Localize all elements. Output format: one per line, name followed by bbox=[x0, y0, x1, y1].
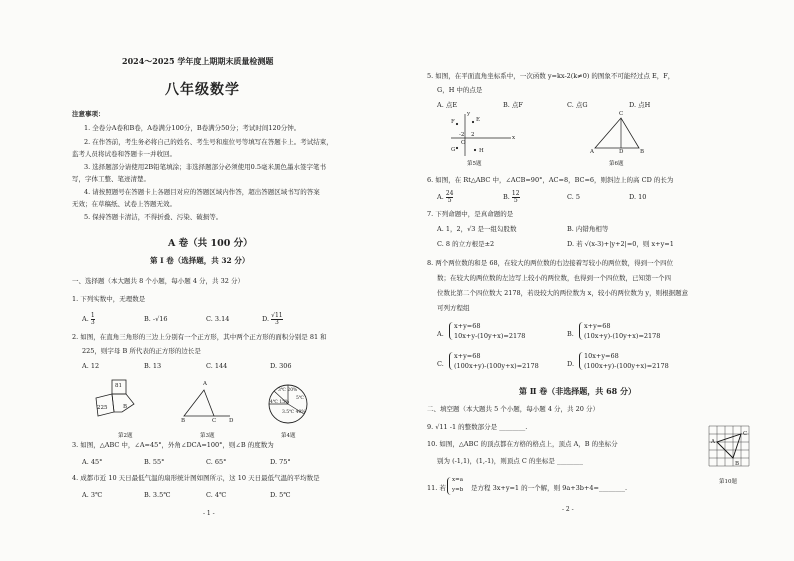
note-line: 5. 保持答题卡清洁，不得折叠、污染、破损等。 bbox=[84, 213, 223, 221]
question-8-line1: 8. 两个两位数的和是 68，在较大的两位数的右边接着写较小的两位数，得到一个四位 bbox=[427, 259, 674, 267]
denominator: 5 bbox=[447, 196, 452, 204]
q6-option-a-label: A. bbox=[437, 193, 444, 201]
question-5-line1: 5. 如图，在平面直角坐标系中，一次函数 y=kx-2(k≠0) 的图象不可能经过点 E，F， bbox=[427, 72, 675, 80]
q11-eq1: x=a bbox=[452, 477, 463, 483]
part1-title: 第 Ⅰ 卷（选择题，共 32 分） bbox=[150, 256, 250, 265]
fig10-caption: 第10题 bbox=[719, 479, 737, 485]
q2-option-d[interactable]: D. 306 bbox=[270, 362, 292, 370]
question-10-line2: 别为 (-1,1)，(1,-1)，则顶点 C 的坐标是 ________ bbox=[437, 457, 583, 465]
point-e bbox=[472, 121, 474, 123]
brace bbox=[449, 352, 453, 370]
q1-option-c[interactable]: C. 3.14 bbox=[206, 315, 230, 323]
q8-option-d-label[interactable]: D. bbox=[567, 360, 575, 368]
numerator: 12 bbox=[511, 189, 520, 197]
fig5-label-y: y bbox=[467, 111, 471, 117]
fig3-caption: 第3题 bbox=[200, 433, 215, 439]
q3-option-a[interactable]: A. 45° bbox=[82, 458, 103, 466]
volume-a-title: A 卷（共 100 分） bbox=[168, 238, 253, 249]
q7-option-a[interactable]: A. 1，2，√3 是一组勾股数 bbox=[437, 225, 517, 233]
fig6-label-c: C bbox=[619, 111, 624, 117]
brace bbox=[449, 322, 453, 340]
q8-d-eq2: (100x+y)-(100y+x)=2178 bbox=[584, 362, 669, 370]
exam-title: 2024～2025 学年度上期期末质量检测题 bbox=[122, 56, 274, 66]
q8-c-eq2: (100x+y)-(100y+x)=2178 bbox=[454, 362, 539, 370]
question-11-suffix: 是方程 3x+y=1 的一个解，则 9a+3b+4=________. bbox=[471, 484, 628, 492]
denominator: 3 bbox=[271, 319, 282, 326]
triangle-abc bbox=[595, 118, 639, 148]
q6-option-d[interactable]: D. 10 bbox=[629, 193, 647, 201]
q4-option-a[interactable]: A. 3℃ bbox=[82, 491, 103, 499]
triangle-abc bbox=[717, 434, 741, 458]
question-8-line3: 位数比第二个四位数大 2178，若设较大的两位数为 x，较小的两位数为 y，则根据题意 bbox=[437, 289, 689, 297]
q8-b-eq1: x+y=68 bbox=[584, 322, 611, 330]
fraction bbox=[446, 191, 454, 204]
note-line: 1. 全卷分A卷和B卷，A卷满分100分，B卷满分50分；考试时间120分钟。 bbox=[84, 124, 301, 132]
subject-title: 八年级数学 bbox=[165, 82, 240, 98]
fig3-label-c: C bbox=[212, 418, 217, 424]
fig5-caption: 第5题 bbox=[467, 161, 482, 167]
note-line: 2. 在作答前，考生务必将自己的姓名、考生号和座位号等填写在答题卡上。考试结束， bbox=[84, 138, 333, 146]
fig5-label-h: H bbox=[479, 148, 484, 154]
fig6-label-d: D bbox=[619, 149, 624, 155]
note-line: 写，字体工整、笔迹清楚。 bbox=[72, 175, 150, 183]
fraction bbox=[91, 313, 95, 326]
q2-option-b[interactable]: B. 13 bbox=[144, 362, 162, 370]
q7-option-d[interactable]: D. 若 √(x-3)+|y+2|=0，则 x+y=1 bbox=[567, 240, 674, 248]
fig2-caption: 第2题 bbox=[118, 433, 133, 439]
question-11-prefix: 11. 若 bbox=[427, 484, 446, 492]
q7-option-b[interactable]: B. 内错角相等 bbox=[567, 225, 609, 233]
mc-heading: 一、选择题（本大题共 8 个小题，每小题 4 分，共 32 分） bbox=[72, 277, 244, 285]
point-f bbox=[456, 123, 458, 125]
numerator: √11 bbox=[271, 311, 283, 319]
fig5-label-f: F bbox=[451, 119, 455, 125]
q8-a-eq2: 10x+y-(10y+x)=2178 bbox=[454, 332, 526, 340]
question-2-line1: 2. 如图，在直角三角形的三边上分别有一个正方形，其中两个正方形的面积分别是 81 和 bbox=[72, 333, 327, 341]
q7-option-c[interactable]: C. 8 的立方根是±2 bbox=[437, 240, 495, 248]
q5-option-b[interactable]: B. 点F bbox=[503, 101, 523, 109]
q3-option-b[interactable]: B. 55° bbox=[144, 458, 165, 466]
q1-option-d[interactable] bbox=[262, 310, 283, 328]
pie-slice-label: 3.5℃ 40% bbox=[282, 410, 306, 415]
fig10-label-c: C bbox=[743, 431, 748, 437]
fig10-label-b: B bbox=[735, 461, 740, 467]
q5-option-c[interactable]: C. 点G bbox=[567, 101, 588, 109]
fig5-label-x: x bbox=[512, 135, 516, 141]
q3-option-d[interactable]: D. 75° bbox=[270, 458, 291, 466]
q1-option-a[interactable] bbox=[82, 310, 95, 328]
fig10-label-a: A bbox=[711, 439, 715, 445]
page-number: - 1 - bbox=[203, 510, 215, 517]
numerator: 24 bbox=[445, 189, 454, 197]
q8-d-eq1: 10x+y=68 bbox=[584, 352, 619, 360]
fig2-label-225: 225 bbox=[97, 405, 108, 411]
q1-option-b[interactable]: B. -√16 bbox=[144, 315, 168, 323]
fig5-label-neg2: -2 bbox=[459, 132, 465, 138]
q2-option-a[interactable]: A. 12 bbox=[82, 362, 100, 370]
q4-option-b[interactable]: B. 3.5℃ bbox=[144, 491, 171, 499]
q8-b-eq2: (10x+y)-(10y+x)=2178 bbox=[584, 332, 661, 340]
fig5-label-g: G bbox=[451, 147, 456, 153]
page-2 bbox=[397, 0, 794, 561]
note-line: 无效；在草稿纸、试卷上答题无效。 bbox=[72, 200, 176, 208]
q5-option-d[interactable]: D. 点H bbox=[629, 101, 651, 109]
question-7-stem: 7. 下列命题中，是真命题的是 bbox=[427, 210, 514, 218]
point-g bbox=[456, 147, 458, 149]
q3-option-c[interactable]: C. 65° bbox=[206, 458, 227, 466]
part2-title: 第 Ⅱ 卷（非选择题，共 68 分） bbox=[519, 386, 637, 396]
fig2-label-b: B bbox=[123, 404, 128, 410]
fig5-label-e: E bbox=[476, 117, 481, 123]
fig5-label-o: O bbox=[461, 140, 466, 146]
q4-option-c[interactable]: C. 4℃ bbox=[206, 491, 227, 499]
note-line: 监考人员将试卷和答题卡一并收回。 bbox=[72, 150, 176, 158]
pie-slice-label: 4℃ 15% bbox=[270, 400, 290, 405]
question-10-line1: 10. 如图，△ABC 的顶点都在方格的格点上，顶点 A，B 的坐标分 bbox=[427, 440, 618, 448]
q8-a-eq1: x+y=68 bbox=[454, 322, 481, 330]
notes-heading: 注意事项： bbox=[72, 110, 105, 118]
note-line: 3. 选择题部分请使用2B铅笔填涂；非选择题部分必须使用0.5毫米黑色墨水签字笔书 bbox=[84, 163, 327, 171]
note-line: 4. 请按照题号在答题卡上各题目对应的答题区域内作答，超出答题区域书写的答案 bbox=[84, 188, 320, 196]
fig3-label-d: D bbox=[229, 418, 234, 424]
pie-slice-label: 5℃ bbox=[296, 396, 304, 401]
fraction bbox=[512, 191, 520, 204]
fig3-label-a: A bbox=[203, 381, 207, 387]
brace bbox=[447, 477, 451, 495]
brace bbox=[579, 352, 583, 370]
triangle-abc bbox=[184, 390, 214, 416]
question-2-line2: 225，则字母 B 所代表的正方形的边长是 bbox=[82, 347, 201, 355]
pie-slice-label: 3℃ 20% bbox=[278, 388, 298, 393]
q1-option-a-label: A. bbox=[82, 315, 89, 323]
q8-option-c-label[interactable]: C. bbox=[437, 360, 444, 368]
q2-option-c[interactable]: C. 144 bbox=[206, 362, 228, 370]
q5-option-a[interactable]: A. 点E bbox=[437, 101, 458, 109]
question-3-stem: 3. 如图，△ABC 中，∠A=45°，外角∠DCA=100°，则∠B 的度数为 bbox=[72, 441, 274, 449]
page-number: - 2 - bbox=[562, 506, 574, 513]
brace bbox=[579, 322, 583, 340]
denominator: 5 bbox=[513, 196, 518, 204]
question-1-stem: 1. 下列实数中，无理数是 bbox=[72, 295, 146, 303]
numerator: 1 bbox=[90, 311, 95, 319]
fraction bbox=[271, 313, 282, 326]
fig6-caption: 第6题 bbox=[609, 161, 624, 167]
question-9: 9. √11 -1 的整数部分是 ________. bbox=[427, 423, 528, 431]
question-4-stem: 4. 成都市近 10 天日最低气温的扇形统计图如图所示，这 10 天日最低气温的平均数是 bbox=[72, 474, 320, 482]
q8-option-a-label[interactable]: A. bbox=[437, 330, 444, 338]
question-6-stem: 6. 如图，在 Rt△ABC 中，∠ACB=90°，AC=8，BC=6，则斜边上的高 CD 的长为 bbox=[427, 176, 674, 184]
question-8-line4: 可列方程组 bbox=[437, 304, 470, 312]
denominator: 3 bbox=[90, 318, 95, 326]
q6-option-c[interactable]: C. 5 bbox=[567, 193, 581, 201]
fig6-label-b: B bbox=[640, 149, 645, 155]
q6-option-a[interactable] bbox=[437, 188, 453, 206]
fig2-label-81: 81 bbox=[115, 383, 122, 389]
fill-heading: 二、填空题（本大题共 5 个小题，每小题 4 分，共 20 分） bbox=[427, 405, 599, 413]
fig6-label-a: A bbox=[590, 149, 594, 155]
point-h bbox=[474, 149, 476, 151]
fig5-label-2: 2 bbox=[471, 132, 475, 138]
q6-option-b-label: B. bbox=[503, 193, 510, 201]
q6-option-b[interactable] bbox=[503, 188, 520, 206]
question-8-line2: 数；在较大的两位数的左边写上较小的两位数，也得到一个四位数，已知第一个四 bbox=[437, 274, 671, 282]
fig3-label-b: B bbox=[181, 418, 186, 424]
question-5-line2: G，H 中的点是 bbox=[437, 86, 483, 94]
q1-option-d-label: D. bbox=[262, 315, 270, 323]
q11-eq2: y=b bbox=[452, 487, 464, 493]
q8-option-b-label[interactable]: B. bbox=[567, 330, 574, 338]
q4-option-d[interactable]: D. 5℃ bbox=[270, 491, 291, 499]
q8-c-eq1: x+y=68 bbox=[454, 352, 481, 360]
fig4-caption: 第4题 bbox=[281, 433, 296, 439]
